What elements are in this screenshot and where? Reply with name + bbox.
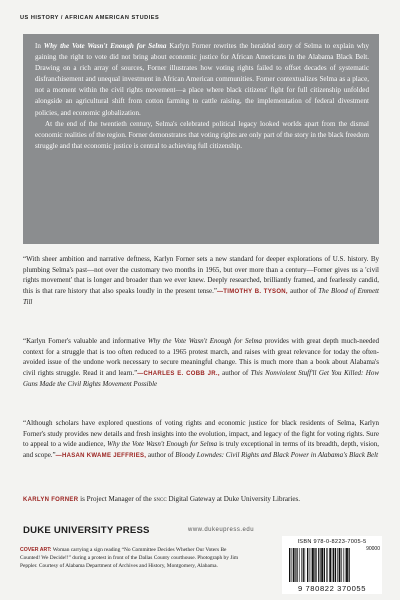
bio-author-name: KARLYN FORNER (23, 497, 79, 503)
barcode-bar (339, 548, 341, 582)
blurb-text: provides with great depth much-needed context for a struggle that is too often reduced to a 1965 protest march, and raises with great relevance for today the often-avoided issue of the undone work necessary to secure meaningful change. This is much more than a book about Alabama's civil rights struggle. Read it and learn.” (23, 337, 380, 377)
blurb-work: The Blood of Emmett Till (23, 286, 379, 307)
barcode-bar (346, 548, 348, 582)
blurb-text-lead: “Karlyn Forner's valuable and informative (23, 337, 148, 345)
blurb-work: Bloody Lowndes: Civil Rights and Black Power in Alabama's Black Belt (175, 450, 379, 459)
barcode-icon (288, 548, 376, 583)
blurb-author-rest: author of (146, 450, 176, 459)
barcode-bar (333, 548, 334, 582)
publisher-website[interactable]: www.dukeupress.edu (188, 527, 255, 533)
description-lead: In (35, 42, 44, 50)
barcode-bar (316, 548, 317, 582)
book-title: Why the Vote Wasn't Enough for Selma (43, 42, 167, 50)
barcode-bar (320, 548, 321, 582)
barcode-bar (318, 548, 319, 582)
barcode-bar (295, 548, 296, 582)
blurb-jeffries (23, 418, 379, 461)
barcode-bar (296, 548, 297, 582)
blurb-book-title: Why the Vote Wasn't Enough for Selma (107, 440, 218, 449)
blurb-tyson (23, 254, 379, 308)
barcode-bar (289, 548, 290, 582)
author-bio (23, 494, 379, 506)
barcode-box (282, 536, 382, 594)
barcode-bar (327, 548, 328, 582)
barcode-bar (299, 548, 300, 582)
barcode-bar (337, 548, 338, 582)
barcode-bar (321, 548, 323, 582)
blurb-author: —CHARLES E. COBB JR., (137, 370, 220, 377)
barcode-bar (305, 548, 306, 582)
category-label: US HISTORY / AFRICAN AMERICAN STUDIES (20, 15, 160, 21)
publisher-name: DUKE UNIVERSITY PRESS (23, 525, 150, 536)
bio-text-b: Digital Gateway at Duke University Libraries. (166, 495, 301, 503)
bio-sncc: sncc (153, 495, 167, 503)
blurb-cobb (23, 336, 379, 390)
barcode-bar (326, 548, 327, 582)
barcode-bar (301, 548, 302, 582)
barcode-bar (349, 548, 350, 582)
blurb-author: —TIMOTHY B. TYSON, (217, 288, 288, 295)
blurb-book-title: Why the Vote Wasn't Enough for Selma (147, 337, 263, 345)
blurb-author-rest: author of (219, 368, 251, 377)
barcode-bar (311, 548, 312, 582)
barcode-bar (332, 548, 333, 582)
description-body: Karlyn Forner rewrites the heralded story of Selma to explain why gaining the right to vote did not bring about economic justice for African Americans in the Alabama Black Belt. Drawing on a rich array of sources, Forner illustrates how voting rights failed to offset decades of systematic disfranchisement and unequal investment in African American communities. Forner contextualizes Selma as a place, not a moment within the civil rights movement—a place where black citizens' fight for full citizenship unfolded alongside an agricultural shift from cotton farming to cattle raising, the implementation of federal divestment policies, and economic globalization. (35, 42, 370, 117)
description-paragraph-2: At the end of the twentieth century, Selma's celebrated political legacy looked worlds apart from the dismal economic realities of the region. Forner demonstrates that voting rights are only part of the story in the black freedom struggle and that economic justice is central to achieving full citizenship. (35, 119, 369, 150)
description-paragraph-1 (35, 41, 369, 119)
blurb-author: —HASAN KWAME JEFFRIES, (55, 452, 147, 459)
blurb-text: is truly exceptional in terms of its breadth, depth, vision, and scope.” (23, 440, 380, 459)
barcode-bar (329, 548, 331, 582)
barcode-bar (345, 548, 346, 582)
barcode-bar (343, 548, 344, 582)
cover-art-credit (20, 547, 240, 570)
blurb-work: This Nonviolent Stuff'll Get You Killed: How Guns Made the Civil Rights Movement Possible (23, 368, 379, 389)
barcode-bar (341, 548, 342, 582)
blurb-text: “With sheer ambition and narrative deftness, Karlyn Forner sets a new standard for deeper explorations of U.S. history. By plumbing Selma's past—not over the customary two months in 1965, but over more than a century—Forner gives us a 'civil rights movement' that is longer and broader than we ever knew. Deeply researched, brilliantly framed, and fearlessly candid, this is that rare history that also speaks loudly in the present tense.” (23, 255, 379, 295)
isbn-label: ISBN 978-0-8223-7005-5 (297, 539, 367, 545)
barcode-digits: 9 780822 370055 (297, 584, 367, 593)
barcode-bar (303, 548, 304, 582)
barcode-bar (293, 548, 295, 582)
blurb-author-rest: author of (287, 286, 319, 295)
barcode-bar (307, 548, 308, 582)
bio-text-a: is Project Manager of the (78, 495, 154, 503)
barcode-bar (324, 548, 325, 582)
barcode-bar (309, 548, 310, 582)
barcode-bar (291, 548, 292, 582)
description-panel (23, 34, 379, 244)
barcode-bar (335, 548, 336, 582)
price-code: 90000 (366, 546, 380, 552)
barcode-bar (312, 548, 314, 582)
barcode-bar (314, 548, 315, 582)
blurb-text-lead: “Although scholars have explored questions of voting rights and economic justice for black residents of Selma, Karlyn Forner's study provides new details and fresh insights into the evolution, impact, and legacy of the fight for voting rights. Sure to appeal to a wide audience, (23, 419, 379, 449)
cover-art-text: Woman carrying a sign reading “No Committee Decides Whether Our Voters Be Counted! We Decide!!” during a protest in front of the Dallas County courthouse. Photograph by Jim Peppler. Courtesy of Alabama Department of Archives and History, Montgomery, Alabama. (20, 547, 239, 569)
cover-art-label: COVER ART: (20, 547, 52, 553)
